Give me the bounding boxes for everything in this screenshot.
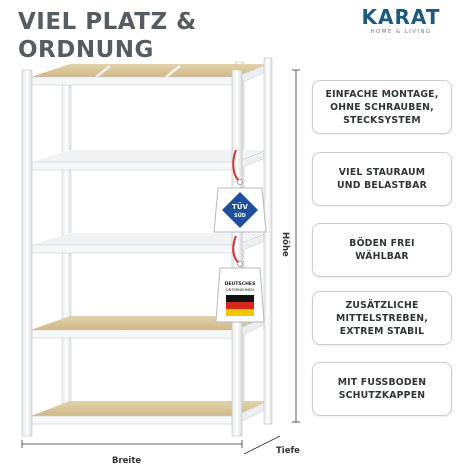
width-label: Breite: [112, 456, 142, 466]
german-tag-line-2: UNTERNEHMEN: [225, 288, 255, 292]
feature-box-caps: [312, 362, 452, 416]
feature-box-assembly: [312, 80, 452, 134]
feature-text: ZUSÄTZLICHE MITTELSTREBEN, EXTREM STABIL: [336, 299, 428, 337]
feature-box-shelves: [312, 223, 452, 277]
tuv-tag-line-2: SÜD: [234, 213, 246, 219]
height-label: Höhe: [280, 232, 290, 257]
feature-text: VIEL STAURAUM UND BELASTBAR: [337, 167, 427, 191]
tuv-tag-line-1: TÜV: [232, 203, 248, 211]
depth-label: Tiefe: [276, 446, 300, 456]
headline-line-2: ORDNUNG: [18, 37, 154, 63]
german-flag-icon: [226, 295, 254, 316]
side-right-post: [264, 58, 272, 424]
feature-text: MIT FUSSBODEN SCHUTZKAPPEN: [337, 377, 427, 401]
feature-text: BÖDEN FREI WÄHLBAR: [349, 238, 415, 262]
feature-box-storage: [312, 152, 452, 206]
headline-line-1: VIEL PLATZ &: [18, 9, 197, 35]
feature-box-struts: [312, 291, 452, 345]
front-left-post: [22, 70, 32, 436]
brand-logo-word: KARAT: [361, 5, 441, 29]
german-tag-line-1: DEUTSCHES: [224, 282, 256, 287]
brand-logo-tagline: HOME & LIVING: [370, 29, 432, 35]
feature-text: EINFACHE MONTAGE, OHNE SCHRAUBEN, STECKSYSTEM: [325, 88, 439, 126]
